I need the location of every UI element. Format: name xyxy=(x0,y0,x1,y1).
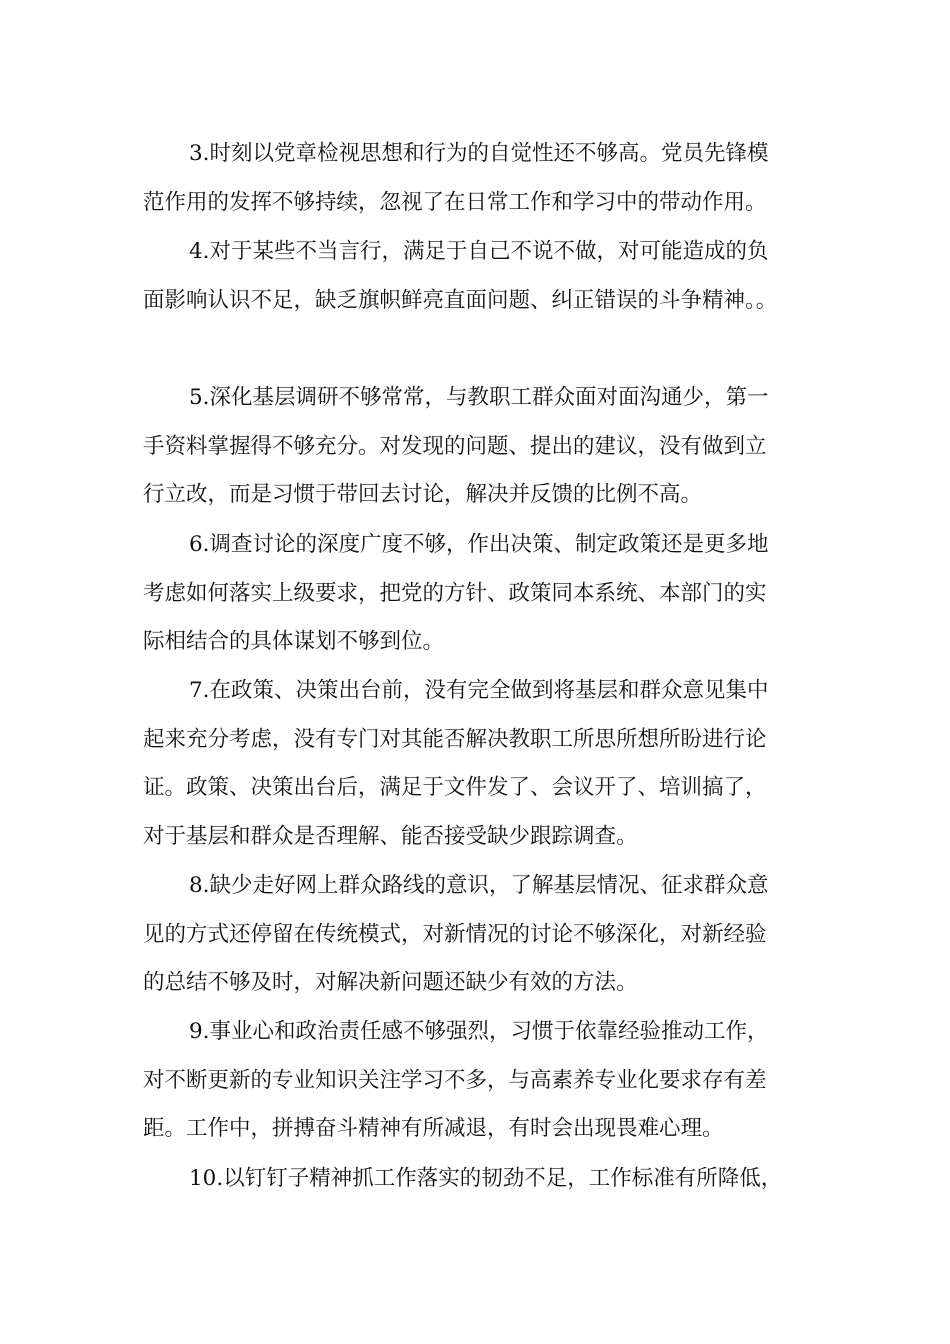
paragraph-5 xyxy=(143,374,843,520)
paragraph-7 xyxy=(143,667,843,862)
paragraph-line: 对于基层和群众是否理解、能否接受缺少跟踪调查。 xyxy=(143,824,638,850)
paragraph-line: 对不断更新的专业知识关注学习不多，与高素养专业化要求存有差 xyxy=(143,1067,767,1093)
paragraph-line: 8.缺少走好网上群众路线的意识，了解基层情况、征求群众意 xyxy=(189,873,769,898)
paragraph-9 xyxy=(143,1008,843,1154)
paragraph-line: 4.对于某些不当言行，满足于自己不说不做，对可能造成的负 xyxy=(189,239,769,264)
paragraph-line: 的总结不够及时，对解决新问题还缺少有效的方法。 xyxy=(143,970,638,996)
paragraph-line: 手资料掌握得不够充分。对发现的问题、提出的建议，没有做到立 xyxy=(143,433,767,459)
paragraph-line: 7.在政策、决策出台前，没有完全做到将基层和群众意见集中 xyxy=(189,678,769,703)
paragraph-line: 际相结合的具体谋划不够到位。 xyxy=(143,629,445,655)
paragraph-line: 见的方式还停留在传统模式，对新情况的讨论不够深化，对新经验 xyxy=(143,921,767,947)
paragraph-line: 证。政策、决策出台后，满足于文件发了、会议开了、培训搞了， xyxy=(143,775,767,801)
paragraph-line: 10.以钉钉子精神抓工作落实的韧劲不足，工作标准有所降低， xyxy=(189,1166,783,1191)
paragraph-line: 9.事业心和政治责任感不够强烈，习惯于依靠经验推动工作， xyxy=(189,1019,769,1044)
paragraph-3 xyxy=(143,130,843,227)
paragraph-line: 3.时刻以党章检视思想和行为的自觉性还不够高。党员先锋模 xyxy=(189,141,769,166)
paragraph-8 xyxy=(143,862,843,1008)
paragraph-line: 距。工作中，拼搏奋斗精神有所减退，有时会出现畏难心理。 xyxy=(143,1116,724,1142)
paragraph-4 xyxy=(143,228,843,325)
paragraph-line: 面影响认识不足，缺乏旗帜鲜亮直面问题、纠正错误的斗争精神。。 xyxy=(143,287,778,313)
paragraph-line: 范作用的发挥不够持续，忽视了在日常工作和学习中的带动作用。 xyxy=(143,189,767,215)
paragraph-line: 考虑如何落实上级要求，把党的方针、政策同本系统、本部门的实 xyxy=(143,580,767,606)
paragraph-line: 6.调查讨论的深度广度不够，作出决策、制定政策还是更多地 xyxy=(189,532,769,557)
paragraph-line: 行立改，而是习惯于带回去讨论，解决并反馈的比例不高。 xyxy=(143,482,703,508)
paragraph-line: 5.深化基层调研不够常常，与教职工群众面对面沟通少，第一 xyxy=(189,385,769,410)
paragraph-10 xyxy=(143,1155,843,1204)
paragraph-line: 起来充分考虑，没有专门对其能否解决教职工所思所想所盼进行论 xyxy=(143,726,767,752)
paragraph-6 xyxy=(143,521,843,667)
